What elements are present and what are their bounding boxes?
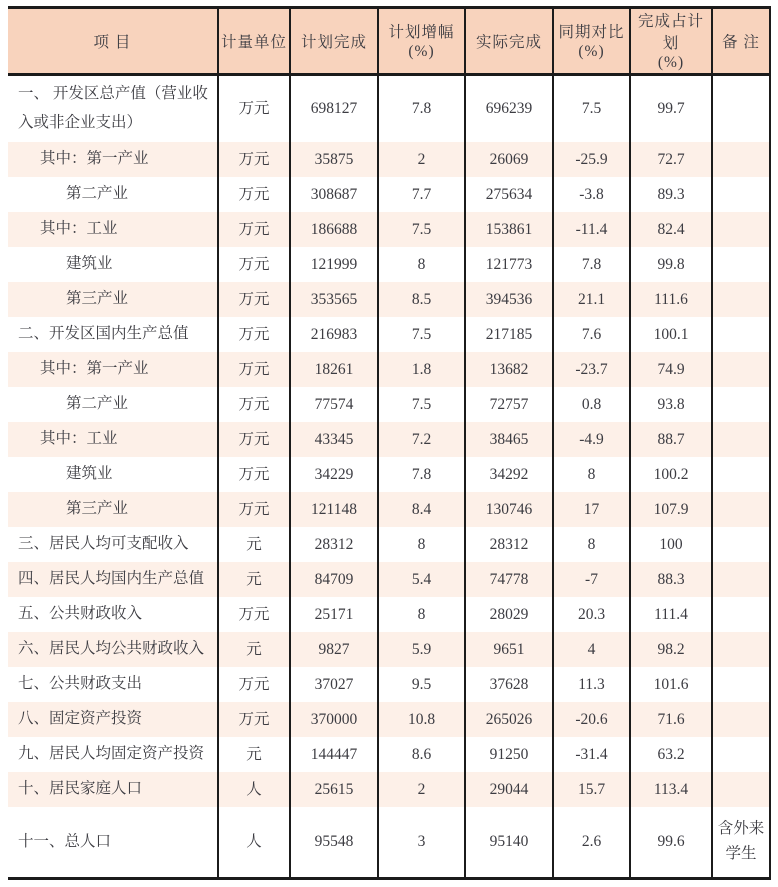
pct-of-plan-cell: 111.6 [630, 282, 712, 317]
col-header-plan: 计划完成 [290, 8, 378, 75]
item-cell: 其中：第一产业 [8, 352, 218, 387]
plan-value-cell: 84709 [290, 562, 378, 597]
actual-value-cell: 153861 [465, 212, 553, 247]
plan-value-cell: 43345 [290, 422, 378, 457]
table-row [8, 422, 770, 457]
table-row [8, 75, 770, 143]
item-cell: 建筑业 [8, 457, 218, 492]
table-row [8, 142, 770, 177]
unit-cell: 万元 [218, 352, 290, 387]
yoy-cell: 7.6 [553, 317, 630, 352]
plan-value-cell: 28312 [290, 527, 378, 562]
table-row [8, 177, 770, 212]
item-cell: 五、公共财政收入 [8, 597, 218, 632]
statistics-table [8, 6, 771, 880]
actual-value-cell: 121773 [465, 247, 553, 282]
note-cell [712, 422, 770, 457]
item-cell: 其中：工业 [8, 422, 218, 457]
unit-cell: 万元 [218, 317, 290, 352]
item-cell: 二、开发区国内生产总值 [8, 317, 218, 352]
plan-growth-cell: 1.8 [378, 352, 465, 387]
actual-value-cell: 696239 [465, 75, 553, 143]
table-row [8, 457, 770, 492]
item-cell: 六、居民人均公共财政收入 [8, 632, 218, 667]
col-header-yoy: 同期对比 (%) [553, 8, 630, 75]
note-cell [712, 282, 770, 317]
yoy-cell: 8 [553, 457, 630, 492]
plan-value-cell: 121148 [290, 492, 378, 527]
plan-growth-cell: 2 [378, 772, 465, 807]
note-cell [712, 352, 770, 387]
yoy-cell: -3.8 [553, 177, 630, 212]
unit-cell: 万元 [218, 457, 290, 492]
table-row [8, 702, 770, 737]
note-cell [712, 177, 770, 212]
col-header-note: 备 注 [712, 8, 770, 75]
col-header-item: 项 目 [8, 8, 218, 75]
yoy-cell: 0.8 [553, 387, 630, 422]
note-cell [712, 527, 770, 562]
pct-of-plan-cell: 72.7 [630, 142, 712, 177]
table-body [8, 75, 770, 879]
unit-cell: 万元 [218, 667, 290, 702]
plan-value-cell: 186688 [290, 212, 378, 247]
plan-growth-cell: 5.9 [378, 632, 465, 667]
note-cell [712, 702, 770, 737]
plan-growth-cell: 3 [378, 807, 465, 879]
yoy-cell: -7 [553, 562, 630, 597]
note-cell [712, 737, 770, 772]
table-row [8, 597, 770, 632]
plan-value-cell: 9827 [290, 632, 378, 667]
note-cell [712, 212, 770, 247]
unit-cell: 万元 [218, 212, 290, 247]
pct-of-plan-cell: 88.7 [630, 422, 712, 457]
pct-of-plan-cell: 100.2 [630, 457, 712, 492]
unit-cell: 万元 [218, 597, 290, 632]
actual-value-cell: 74778 [465, 562, 553, 597]
note-cell [712, 772, 770, 807]
item-cell: 十、居民家庭人口 [8, 772, 218, 807]
unit-cell: 万元 [218, 387, 290, 422]
yoy-cell: 7.8 [553, 247, 630, 282]
note-cell [712, 597, 770, 632]
col-header-unit: 计量单位 [218, 8, 290, 75]
unit-cell: 万元 [218, 282, 290, 317]
actual-value-cell: 29044 [465, 772, 553, 807]
pct-of-plan-cell: 107.9 [630, 492, 712, 527]
plan-value-cell: 216983 [290, 317, 378, 352]
yoy-cell: 4 [553, 632, 630, 667]
actual-value-cell: 26069 [465, 142, 553, 177]
plan-growth-cell: 2 [378, 142, 465, 177]
note-cell [712, 492, 770, 527]
unit-cell: 元 [218, 562, 290, 597]
plan-value-cell: 121999 [290, 247, 378, 282]
actual-value-cell: 34292 [465, 457, 553, 492]
actual-value-cell: 91250 [465, 737, 553, 772]
actual-value-cell: 28029 [465, 597, 553, 632]
table-row [8, 212, 770, 247]
note-cell [712, 75, 770, 143]
actual-value-cell: 275634 [465, 177, 553, 212]
yoy-cell: 2.6 [553, 807, 630, 879]
unit-cell: 元 [218, 527, 290, 562]
plan-growth-cell: 8 [378, 597, 465, 632]
unit-cell: 元 [218, 632, 290, 667]
plan-value-cell: 698127 [290, 75, 378, 143]
pct-of-plan-cell: 71.6 [630, 702, 712, 737]
note-cell: 含外来学生 [712, 807, 770, 879]
yoy-cell: 17 [553, 492, 630, 527]
plan-growth-cell: 8.4 [378, 492, 465, 527]
item-cell: 七、公共财政支出 [8, 667, 218, 702]
unit-cell: 人 [218, 807, 290, 879]
table-row [8, 807, 770, 879]
item-cell: 第二产业 [8, 387, 218, 422]
table-row [8, 667, 770, 702]
pct-of-plan-cell: 99.6 [630, 807, 712, 879]
table-row [8, 737, 770, 772]
unit-cell: 人 [218, 772, 290, 807]
pct-of-plan-cell: 100 [630, 527, 712, 562]
actual-value-cell: 72757 [465, 387, 553, 422]
yoy-cell: 20.3 [553, 597, 630, 632]
pct-of-plan-cell: 113.4 [630, 772, 712, 807]
note-cell [712, 142, 770, 177]
actual-value-cell: 9651 [465, 632, 553, 667]
plan-value-cell: 34229 [290, 457, 378, 492]
col-header-pct-of-plan: 完成占计划 (%) [630, 8, 712, 75]
plan-growth-cell: 7.8 [378, 75, 465, 143]
table-row [8, 387, 770, 422]
note-cell [712, 667, 770, 702]
pct-of-plan-cell: 89.3 [630, 177, 712, 212]
yoy-cell: -11.4 [553, 212, 630, 247]
yoy-cell: 8 [553, 527, 630, 562]
plan-growth-cell: 8.5 [378, 282, 465, 317]
plan-value-cell: 95548 [290, 807, 378, 879]
table-row [8, 352, 770, 387]
table-header [8, 8, 770, 75]
plan-growth-cell: 7.2 [378, 422, 465, 457]
pct-of-plan-cell: 63.2 [630, 737, 712, 772]
col-header-actual: 实际完成 [465, 8, 553, 75]
item-cell: 十一、总人口 [8, 807, 218, 879]
plan-growth-cell: 7.8 [378, 457, 465, 492]
item-cell: 一、 开发区总产值（营业收入或非企业支出） [8, 75, 218, 143]
item-cell: 八、固定资产投资 [8, 702, 218, 737]
item-cell: 建筑业 [8, 247, 218, 282]
table-row [8, 772, 770, 807]
pct-of-plan-cell: 101.6 [630, 667, 712, 702]
note-cell [712, 317, 770, 352]
note-cell [712, 387, 770, 422]
pct-of-plan-cell: 99.7 [630, 75, 712, 143]
unit-cell: 万元 [218, 177, 290, 212]
item-cell: 第二产业 [8, 177, 218, 212]
yoy-cell: -4.9 [553, 422, 630, 457]
actual-value-cell: 38465 [465, 422, 553, 457]
table-row [8, 282, 770, 317]
plan-growth-cell: 5.4 [378, 562, 465, 597]
unit-cell: 万元 [218, 492, 290, 527]
plan-value-cell: 353565 [290, 282, 378, 317]
item-cell: 其中：第一产业 [8, 142, 218, 177]
actual-value-cell: 95140 [465, 807, 553, 879]
yoy-cell: -31.4 [553, 737, 630, 772]
plan-growth-cell: 8 [378, 247, 465, 282]
unit-cell: 元 [218, 737, 290, 772]
yoy-cell: -20.6 [553, 702, 630, 737]
pct-of-plan-cell: 111.4 [630, 597, 712, 632]
yoy-cell: -23.7 [553, 352, 630, 387]
plan-value-cell: 37027 [290, 667, 378, 702]
table-row [8, 492, 770, 527]
unit-cell: 万元 [218, 702, 290, 737]
table-row [8, 247, 770, 282]
plan-growth-cell: 10.8 [378, 702, 465, 737]
plan-value-cell: 18261 [290, 352, 378, 387]
plan-growth-cell: 7.5 [378, 387, 465, 422]
plan-growth-cell: 8 [378, 527, 465, 562]
item-cell: 三、居民人均可支配收入 [8, 527, 218, 562]
plan-value-cell: 144447 [290, 737, 378, 772]
unit-cell: 万元 [218, 422, 290, 457]
plan-value-cell: 308687 [290, 177, 378, 212]
plan-value-cell: 25171 [290, 597, 378, 632]
item-cell: 其中：工业 [8, 212, 218, 247]
pct-of-plan-cell: 88.3 [630, 562, 712, 597]
note-cell [712, 457, 770, 492]
table-row [8, 562, 770, 597]
plan-growth-cell: 9.5 [378, 667, 465, 702]
plan-growth-cell: 7.5 [378, 212, 465, 247]
item-cell: 九、居民人均固定资产投资 [8, 737, 218, 772]
item-cell: 第三产业 [8, 492, 218, 527]
table-row [8, 317, 770, 352]
plan-value-cell: 370000 [290, 702, 378, 737]
pct-of-plan-cell: 93.8 [630, 387, 712, 422]
plan-growth-cell: 7.5 [378, 317, 465, 352]
table-row [8, 632, 770, 667]
pct-of-plan-cell: 98.2 [630, 632, 712, 667]
yoy-cell: 7.5 [553, 75, 630, 143]
item-cell: 第三产业 [8, 282, 218, 317]
note-cell [712, 562, 770, 597]
actual-value-cell: 13682 [465, 352, 553, 387]
actual-value-cell: 130746 [465, 492, 553, 527]
actual-value-cell: 394536 [465, 282, 553, 317]
plan-value-cell: 35875 [290, 142, 378, 177]
pct-of-plan-cell: 74.9 [630, 352, 712, 387]
plan-growth-cell: 7.7 [378, 177, 465, 212]
yoy-cell: 21.1 [553, 282, 630, 317]
note-cell [712, 632, 770, 667]
actual-value-cell: 217185 [465, 317, 553, 352]
actual-value-cell: 265026 [465, 702, 553, 737]
plan-value-cell: 25615 [290, 772, 378, 807]
table-row [8, 527, 770, 562]
plan-value-cell: 77574 [290, 387, 378, 422]
pct-of-plan-cell: 99.8 [630, 247, 712, 282]
unit-cell: 万元 [218, 75, 290, 143]
plan-growth-cell: 8.6 [378, 737, 465, 772]
pct-of-plan-cell: 82.4 [630, 212, 712, 247]
unit-cell: 万元 [218, 247, 290, 282]
col-header-plan-growth: 计划增幅 (%) [378, 8, 465, 75]
header-row [8, 8, 770, 75]
yoy-cell: -25.9 [553, 142, 630, 177]
unit-cell: 万元 [218, 142, 290, 177]
note-cell [712, 247, 770, 282]
yoy-cell: 11.3 [553, 667, 630, 702]
actual-value-cell: 37628 [465, 667, 553, 702]
item-cell: 四、居民人均国内生产总值 [8, 562, 218, 597]
pct-of-plan-cell: 100.1 [630, 317, 712, 352]
actual-value-cell: 28312 [465, 527, 553, 562]
yoy-cell: 15.7 [553, 772, 630, 807]
